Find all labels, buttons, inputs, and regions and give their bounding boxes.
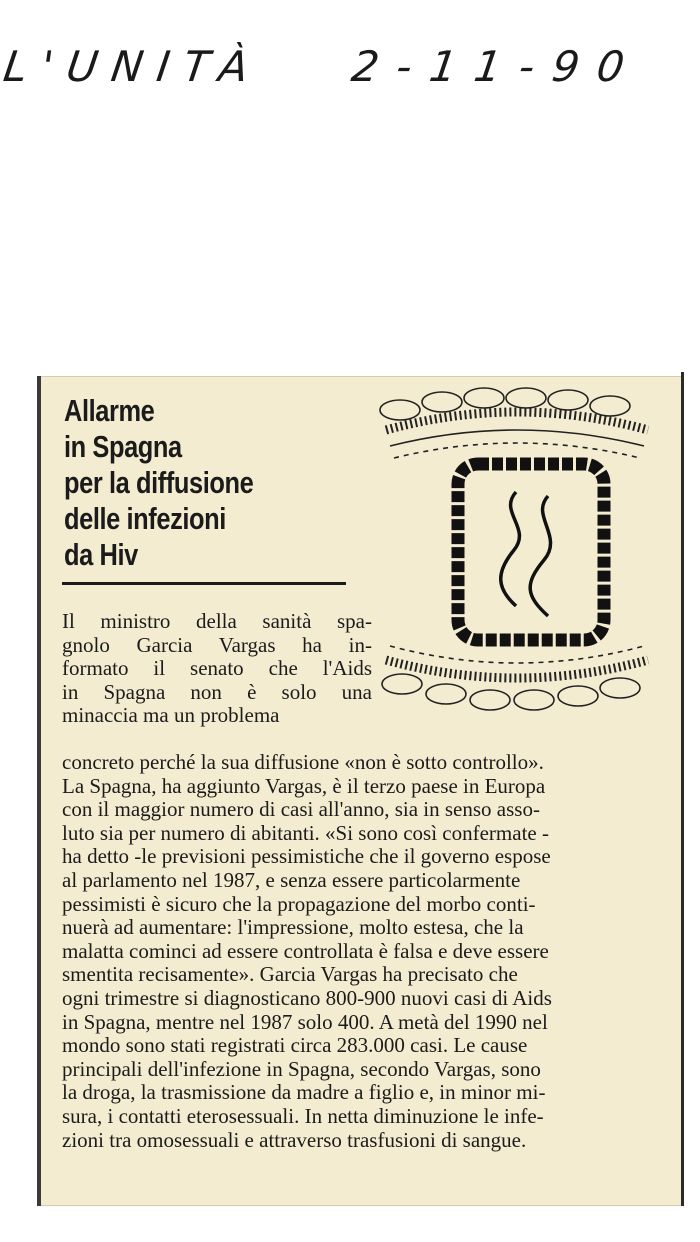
handwritten-newspaper-name: L'UNITÀ [0,42,266,91]
hiv-virus-illustration-icon [376,384,658,714]
body-line: nuerà ad aumentare: l'impressione, molto estesa, che la [62,915,524,940]
headline-line: da Hiv [64,537,138,572]
body-line: in Spagna non è solo una [62,679,372,704]
article-body-intro [62,610,372,728]
headline-line: in Spagna [64,429,182,464]
handwritten-date: 2-11-90 [348,42,646,91]
body-line: pessimisti è sicuro che la propagazione del morbo conti- [62,891,536,916]
body-line: smentita recisamente». Garcia Vargas ha precisato che [62,962,518,987]
body-line: la droga, la trasmissione da madre a figlio e, in minor mi- [62,1080,546,1105]
headline-line: per la diffusione [64,465,254,500]
body-line: ha detto -le previsioni pessimistiche che il governo espose [62,844,551,869]
body-line: luto sia per numero di abitanti. «Si sono così confermate - [62,820,549,845]
body-line: Il ministro della sanità spa- [62,609,372,633]
article-body [62,751,682,1152]
article-headline [64,393,310,573]
body-line: concreto perché la sua diffusione «non è sotto controllo». [62,750,544,774]
body-line: in Spagna, mentre nel 1987 solo 400. A metà del 1990 nel [62,1009,548,1034]
body-line: La Spagna, ha aggiunto Vargas, è il terzo paese in Europa [62,773,546,798]
handwritten-annotation [0,38,700,108]
body-line: principali dell'infezione in Spagna, secondo Vargas, sono [62,1056,541,1081]
body-line: sura, i contatti eterosessuali. In netta diminuzione le infe- [62,1103,544,1128]
clipping-left-edge [37,376,41,1206]
body-line: con il maggior numero di casi all'anno, sia in senso asso- [62,797,540,822]
body-line: malatta cominci ad essere controllata è falsa e deve essere [62,938,549,963]
body-line: minaccia ma un problema [62,703,280,728]
body-line: mondo sono stati registrati circa 283.000 casi. Le cause [62,1033,528,1058]
headline-line: delle infezioni [64,501,226,536]
body-line: formato il senato che l'Aids [62,656,372,681]
body-line: al parlamento nel 1987, e senza essere particolarmente [62,867,521,892]
body-line: zioni tra omosessuali e attraverso trasfusioni di sangue. [62,1127,527,1152]
headline-line: Allarme [64,393,155,428]
body-line: ogni trimestre si diagnosticano 800-900 nuovi casi di Aids [62,985,552,1010]
body-line: gnolo Garcia Vargas ha in- [62,632,372,657]
headline-rule [62,582,346,585]
